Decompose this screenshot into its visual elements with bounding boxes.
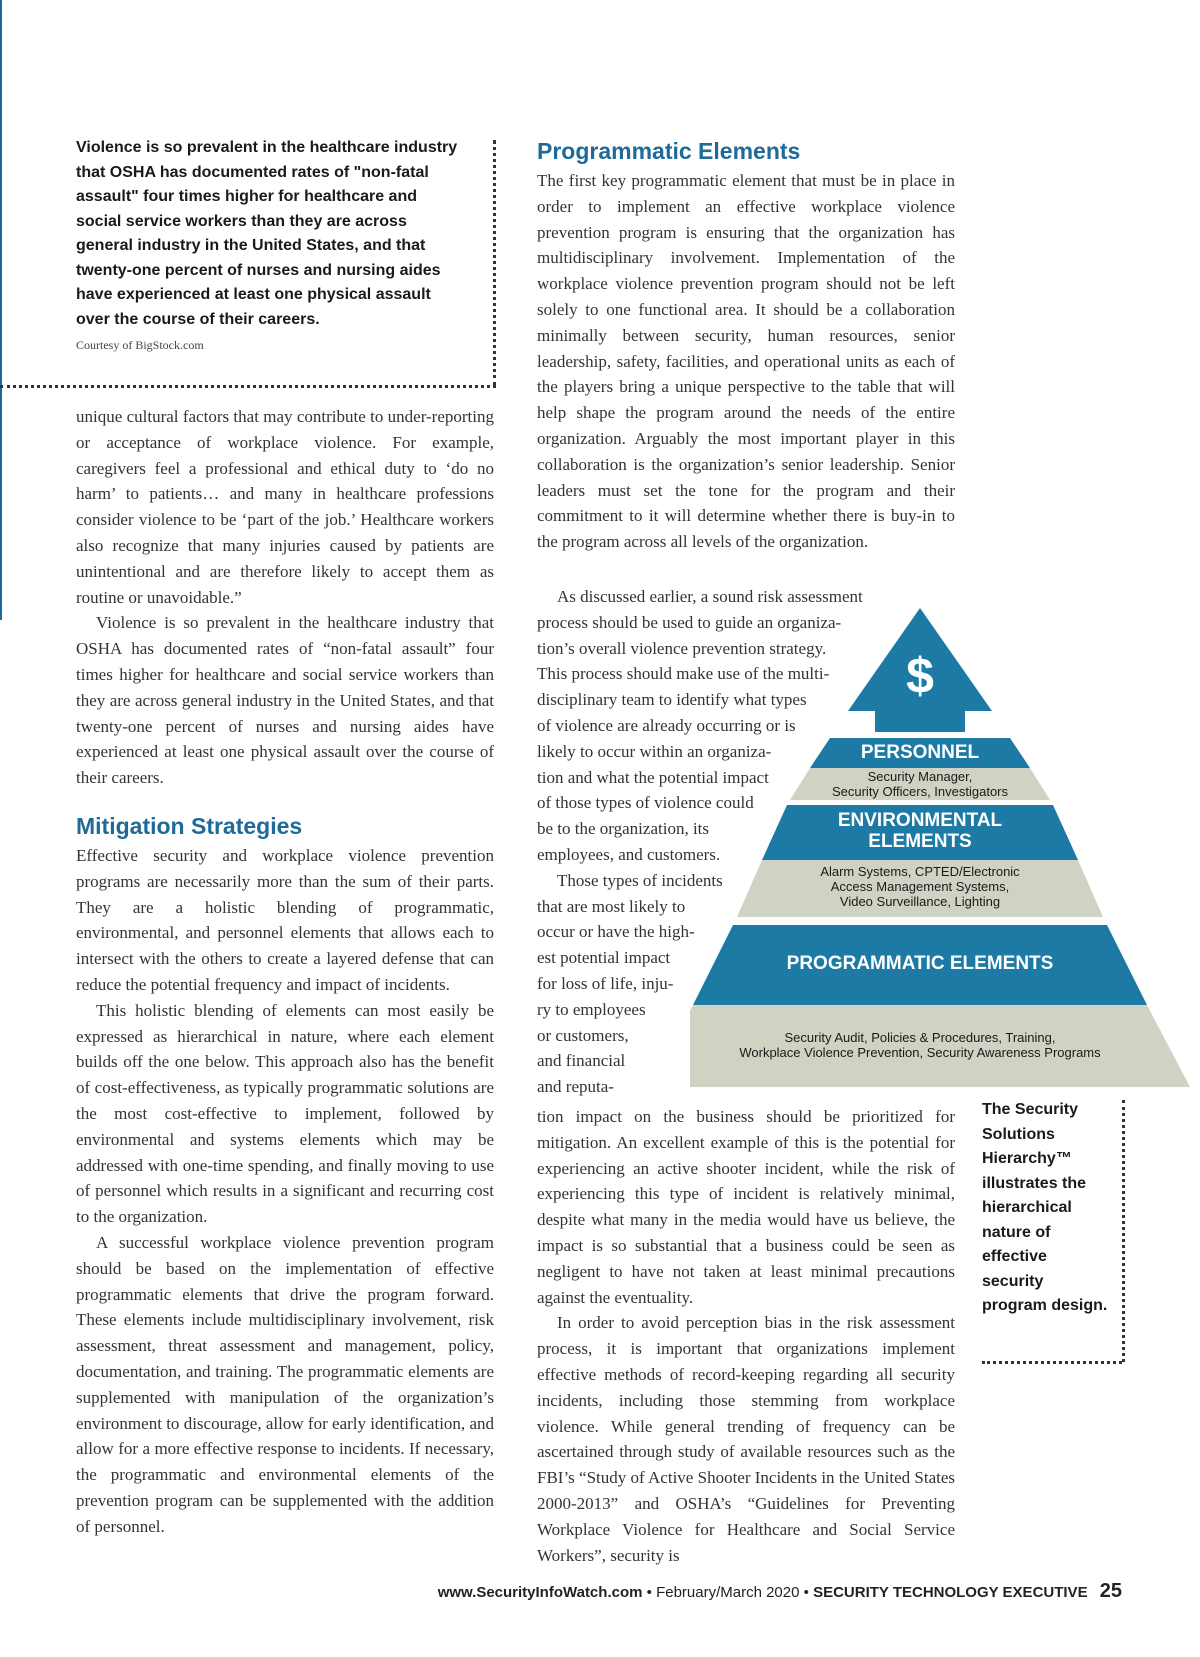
text-line: that are most likely to <box>537 896 686 916</box>
text-line: This process should make use of the multi- <box>537 664 830 684</box>
photo-caption-text: Violence is so prevalent in the healthcare industry that OSHA has documented rates of "non-fatal assault" four times higher for healthcare and social service workers than they are across general industry in the United States, and that twenty-one percent of nurses and nursing aides have experienced at least one physical assault over the course of their careers. <box>76 139 458 328</box>
text-line: disciplinary team to identify what types <box>537 690 807 710</box>
photo-caption <box>76 136 466 353</box>
environmental-detail-line: Access Management Systems, <box>830 879 1010 894</box>
body-paragraph: A successful workplace violence prevention program should be based on the implementation of effective programmatic elements that drive the program forward. These elements include multidisciplinary involvement, risk assessment, threat assessment and management, policy, documentation, and training. The programmatic elements are supplemented with manipulation of the organization’s environment to discourage, allow for early identification, and allow for a more effective response to incidents. If necessary, the programmatic and environmental elements of the prevention program can be supplemented with the addition of personnel. <box>76 1232 494 1536</box>
text-line: employees, and customers. <box>537 844 721 864</box>
text-line: est potential impact <box>537 948 671 968</box>
environmental-title-line: ELEMENTS <box>868 831 972 852</box>
text-line: ry to employees <box>537 999 646 1019</box>
environmental-title-line: ENVIRONMENTAL <box>837 810 1003 831</box>
left-column-top <box>76 404 494 791</box>
programmatic-detail <box>693 1030 1147 1060</box>
text-line: and reputa- <box>537 1077 614 1097</box>
caption-divider-horizontal <box>0 385 496 388</box>
left-column-bottom <box>76 843 494 1540</box>
text-line: likely to occur within an organiza- <box>537 741 772 761</box>
body-paragraph: In order to avoid perception bias in the risk assessment process, it is important that organizations implement effective methods of record-keeping regarding all security incidents, including those stemming from workplace violence. While general trending of frequency can be ascertained through study of available resources such as the FBI’s “Study of Active Shooter Incidents in the United States 2000-2013” and OSHA’s “Guidelines for Preventing Workplace Violence for Healthcare and Social Service Workers”, security is <box>537 1313 955 1565</box>
text-line: of violence are already occurring or is <box>537 715 796 735</box>
photo-credit: Courtesy of BigStock.com <box>76 338 204 352</box>
footer-bullet: • <box>803 1584 809 1601</box>
figure-caption: The Security Solutions Hierarchy™ illustrates the hierarchical nature of effective security program design. <box>982 1101 1108 1314</box>
right-column-bottom <box>537 1104 955 1568</box>
figure-caption-divider-horizontal <box>982 1361 1122 1364</box>
environmental-detail-line: Alarm Systems, CPTED/Electronic <box>820 864 1020 879</box>
page-edge-bar <box>0 0 2 620</box>
footer-bullet: • <box>646 1584 652 1601</box>
text-line: tion and what the potential impact <box>537 767 769 787</box>
footer-url[interactable]: www.SecurityInfoWatch.com <box>437 1584 643 1601</box>
text-line: tion’s overall violence prevention strategy. <box>537 638 827 658</box>
page-footer <box>0 1580 1122 1603</box>
text-line: of those types of violence could <box>537 793 754 813</box>
page-number: 25 <box>1099 1580 1122 1602</box>
environmental-title <box>762 810 1078 852</box>
text-line: for loss of life, inju- <box>537 973 674 993</box>
text-line: occur or have the high- <box>537 922 695 942</box>
text-line: be to the organization, its <box>537 819 710 839</box>
body-paragraph: Effective security and workplace violence prevention programs are necessarily more than the sum of their parts. They are a holistic blending of programmatic, environmental, and personnel elements that allows each to intersect with the others to create a layered defense that can reduce the potential frequency and impact of incidents. <box>76 846 494 994</box>
personnel-title: PERSONNEL <box>860 742 980 763</box>
text-line: and financial <box>537 1051 626 1071</box>
body-paragraph: tion impact on the business should be prioritized for mitigation. An excellent example of this is the potential for experiencing an active shooter incident, while the risk of experiencing this type of incident is relatively minimal, despite what many in the media would have us believe, the impact is so substantial that a business could be seen as negligent to have not taken at least minimal precautions against the eventuality. <box>537 1107 955 1307</box>
environmental-detail <box>737 864 1103 909</box>
section-heading-mitigation: Mitigation Strategies <box>76 813 303 839</box>
personnel-detail-line: Security Manager, <box>867 769 973 784</box>
dollar-icon: $ <box>906 648 934 704</box>
programmatic-title: PROGRAMMATIC ELEMENTS <box>786 953 1054 974</box>
body-paragraph: The first key programmatic element that must be in place in order to implement an effective workplace violence prevention program is ensuring that the organization has multidisciplinary involvement. Implementation of the workplace violence prevention program should not be left solely to one functional area. It should be a collaboration minimally between security, human resources, senior leadership, safety, facilities, and operational units as each of the players bring a unique perspective to the table that will help shape the program around the needs of the entire organization. Arguably the most important player in this collaboration is the organization’s senior leadership. Senior leaders must set the tone for the program and their commitment to it will determine whether there is buy-in to the program across all levels of the organization. <box>537 171 955 552</box>
footer-issue: February/March 2020 <box>656 1584 800 1601</box>
text-line: As discussed earlier, a sound risk assessment <box>557 587 863 606</box>
right-column-top <box>537 168 955 555</box>
text-line: process should be used to guide an organiza- <box>537 612 842 632</box>
personnel-detail <box>790 769 1050 799</box>
section-heading-programmatic: Programmatic Elements <box>537 138 801 164</box>
body-paragraph: unique cultural factors that may contribute to under-reporting or acceptance of workplace violence. For example, caregivers feel a professional and ethical duty to ‘do no harm’ to patients… and many in healthcare professions consider violence to be ‘part of the job.’ Healthcare workers also recognize that many injuries caused by patients are unintentional and are therefore likely to accept them as routine or unavoidable.” <box>76 407 494 607</box>
security-solutions-hierarchy-pyramid <box>690 608 1190 1094</box>
body-paragraph: Violence is so prevalent in the healthcare industry that OSHA has documented rates of “non-fatal assault” four times higher for healthcare and social service workers than they are across general industry in the United States, and that twenty-one percent of nurses and nursing aides have experienced at least one physical assault over the course of their careers. <box>76 613 494 788</box>
figure-caption-divider-vertical <box>1122 1100 1125 1362</box>
programmatic-detail-line: Security Audit, Policies & Procedures, Training, <box>784 1030 1056 1045</box>
body-paragraph: This holistic blending of elements can most easily be expressed as hierarchical in nature, where each element builds off the one below. This approach also has the benefit of cost-effectiveness, as typically programmatic solutions are the most cost-effective to implement, followed by environmental and systems elements which may be addressed with one-time spending, and finally moving to use of personnel which results in a significant and recurring cost to the organization. <box>76 1000 494 1227</box>
text-line: or customers, <box>537 1025 629 1045</box>
personnel-detail-line: Security Officers, Investigators <box>831 784 1009 799</box>
programmatic-detail-line: Workplace Violence Prevention, Security Awareness Programs <box>739 1045 1101 1060</box>
text-line: Those types of incidents <box>557 870 723 890</box>
footer-magazine: SECURITY TECHNOLOGY EXECUTIVE <box>813 1584 1088 1601</box>
environmental-detail-line: Video Surveillance, Lighting <box>839 894 1001 909</box>
caption-divider-vertical <box>493 140 496 386</box>
